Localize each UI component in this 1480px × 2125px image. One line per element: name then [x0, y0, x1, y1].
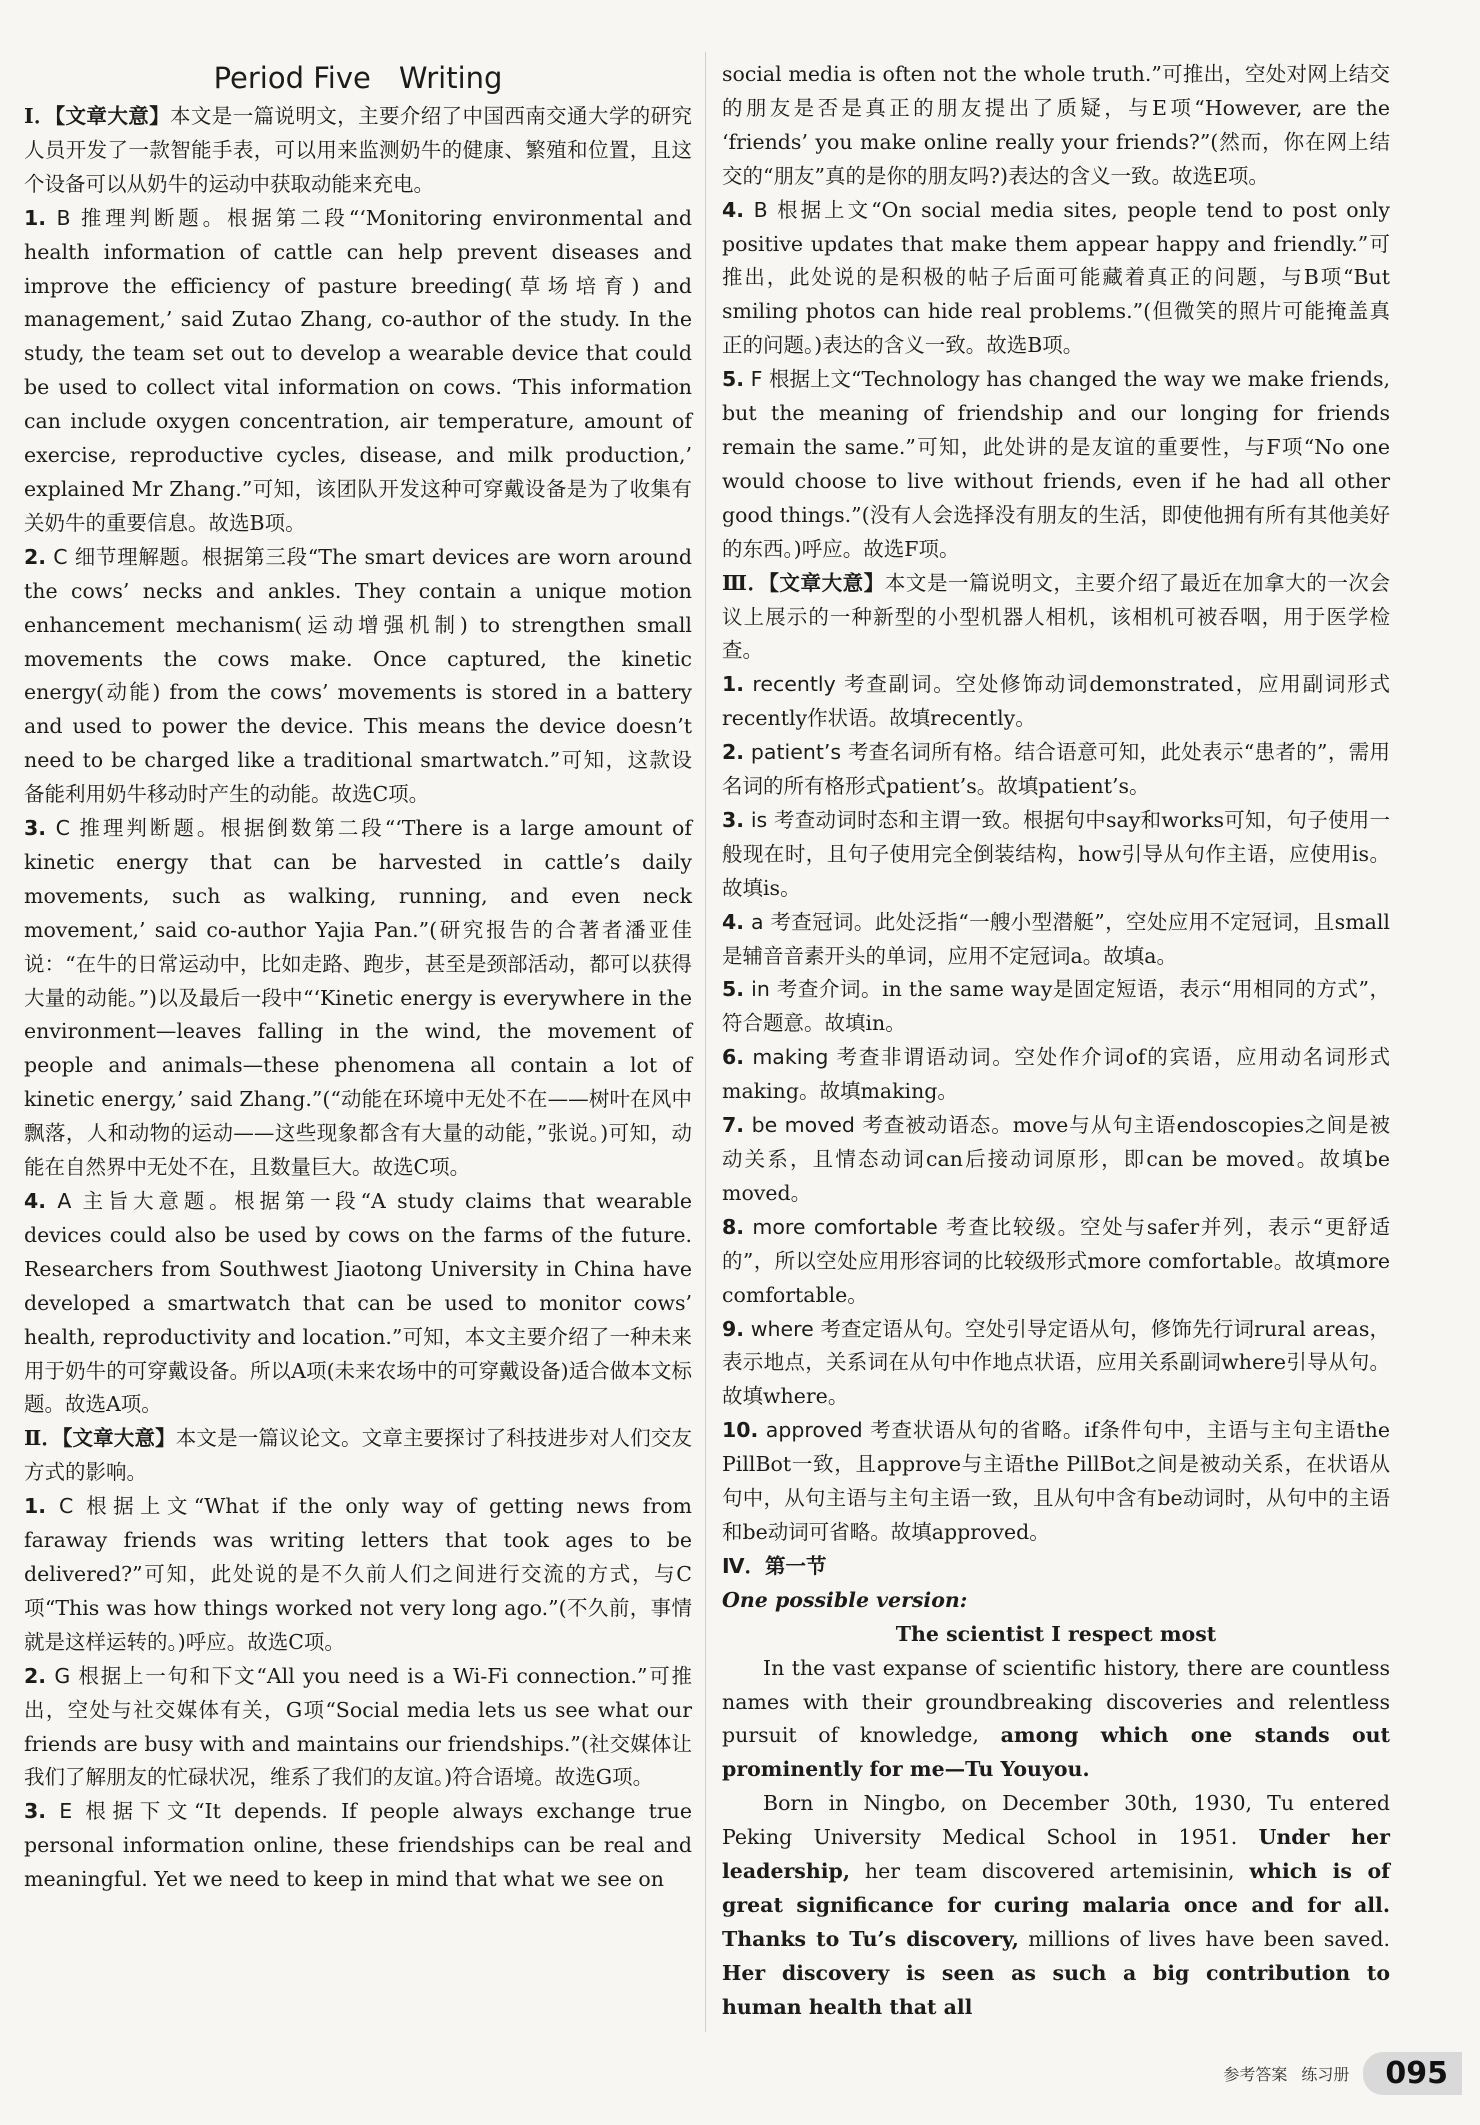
item-number: 4. [722, 197, 745, 222]
column-divider [705, 52, 706, 2032]
answer-item [24, 1185, 692, 1422]
item-answer: patient’s [750, 740, 842, 765]
section-summary-label: Ⅰ．【文章大意】 [24, 104, 171, 128]
section-summary [24, 100, 692, 202]
item-explanation: 考查介词。in the same way是固定短语，表示“用相同的方式”，符合题意。故填in。 [722, 977, 1390, 1036]
item-answer: approved [765, 1418, 863, 1443]
item-number: 1. [722, 672, 745, 697]
essay-paragraph-1: In the vast expanse of scientific history, there are countless names with their groundbreaking discoveries and relentless pursuit of knowledge, among which one stands out prominently for me—Tu Youyou. [722, 1655, 1390, 1782]
answer-item [722, 1109, 1390, 1211]
item-explanation: 考查被动语态。move与从句主语endoscopies之间是被动关系，且情态动词can后接动词原形，即can be moved。故填be moved。 [722, 1113, 1390, 1205]
answer-item [722, 668, 1390, 736]
item-explanation: 推理判断题。根据第二段“‘Monitoring environmental and health information of cattle can help prevent diseases and improve the efficiency of pasture breeding(草场培育) and management,’ said Zutao Zhang, co-author of the study. In the study, the team set out to develop a wearable device that could be used to collect vital information on cows. ‘This information can include oxygen concentration, air temperature, amount of exercise, reproductive cycles, disease, and milk production,’ explained Mr Zhang.”可知，该团队开发这种可穿戴设备是为了收集有关奶牛的重要信息。故选B项。 [24, 205, 692, 535]
answer-item [722, 906, 1390, 974]
model-essay [722, 1618, 1390, 2025]
item-number: 5. [722, 977, 745, 1002]
right-column [722, 58, 1390, 2025]
version-label: One possible version: [722, 1587, 968, 1612]
item-number: 1. [24, 205, 47, 230]
item-explanation: 根据下文“It depends. If people always exchange true personal information online, these friendships can be real and meaningful. Yet we need to keep in mind that what we see on [24, 1799, 692, 1892]
item-answer: making [752, 1045, 829, 1070]
item-explanation: 考查副词。空处修饰动词demonstrated，应用副词形式recently作状语。故填recently。 [722, 672, 1390, 731]
item-number: 10. [722, 1418, 759, 1443]
section-summary-text: 本文是一篇议论文。文章主要探讨了科技进步对人们交友方式的影响。 [24, 1426, 693, 1485]
item-answer: a [750, 909, 764, 934]
item-answer: recently [752, 672, 836, 697]
answer-item [722, 736, 1390, 804]
item-explanation: 考查名词所有格。结合语意可知，此处表示“患者的”，需用名词的所有格形式patient’s。故填patient’s。 [722, 740, 1390, 799]
item-number: 3. [722, 807, 745, 832]
item-explanation: 根据上一句和下文“All you need is a Wi-Fi connection.”可推出，空处与社交媒体有关，G项“Social media lets us see what our friends are busy with and maintains our friendships.”(社交媒体让我们了解朋友的忙碌状况，维系了我们的友谊。)符合语境。故选G项。 [24, 1663, 692, 1790]
item-explanation: 推理判断题。根据倒数第二段“‘There is a large amount of kinetic energy that can be harvested in cattle’s daily movements, such as walking, running, and even neck movement,’ said co-author Yajia Pan.”(研究报告的合著者潘亚佳说：“在牛的日常运动中，比如走路、跑步，甚至是颈部活动，都可以获得大量的动能。”)以及最后一段中“‘Kinetic energy is everywhere in the environment—leaves falling in the wind, the movement of people and animals—these phenomena all contain a lot of kinetic energy,’ said Zhang.”(“动能在环境中无处不在——树叶在风中飘落，人和动物的运动——这些现象都含有大量的动能，”张说。)可知，动能在自然界中无处不在，且数量巨大。故选C项。 [24, 816, 692, 1180]
item-answer: be moved [751, 1113, 855, 1138]
item-explanation: 细节理解题。根据第三段“The smart devices are worn around the cows’ necks and ankles. They contain a unique motion enhancement mechanism(运动增强机制) to strengthen small movements the cows make. Once captured, the kinetic energy(动能) from the cows’ movements is stored in a battery and used to power the device. This means the device doesn’t need to be charged like a traditional smartwatch.”可知，这款设备能利用奶牛移动时产生的动能。故选C项。 [24, 544, 692, 807]
item-answer: in [751, 977, 770, 1002]
item-number: 1. [24, 1494, 47, 1519]
item-number: 2. [722, 740, 745, 765]
answer-item [722, 1041, 1390, 1109]
item-explanation: 考查非谓语动词。空处作介词of的宾语，应用动名词形式making。故填making。 [722, 1045, 1390, 1104]
answer-item [24, 1490, 692, 1660]
item-number: 4. [24, 1189, 47, 1213]
item-number: 3. [24, 816, 47, 841]
section-summary-text: 本文是一篇说明文，主要介绍了中国西南交通大学的研究人员开发了一款智能手表，可以用来监测奶牛的健康、繁殖和位置，且这个设备可以从奶牛的运动中获取动能来充电。 [24, 104, 693, 196]
section-summary [722, 567, 1390, 669]
item-answer: C [55, 816, 70, 841]
essay-paragraph-2: Born in Ningbo, on December 30th, 1930, Tu entered Peking University Medical School in 1951. Under her leadership, her team discovered artemisinin, which is of great significance for curing malaria once and for all. Thanks to Tu’s discovery, millions of lives have been saved. Her discovery is seen as such a big contribution to human health that all [722, 1791, 1390, 2019]
item-answer: B [753, 197, 768, 222]
item-number: 7. [722, 1113, 745, 1138]
footer-label-answers: 参考答案 [1223, 2065, 1288, 2084]
item-explanation: 考查定语从句。空处引导定语从句，修饰先行词rural areas，表示地点，关系词在从句中作地点状语，应用关系副词where引导从句。故填where。 [722, 1316, 1390, 1409]
page-footer [1223, 2052, 1462, 2095]
page-number: 095 [1363, 2052, 1462, 2095]
answer-item [722, 363, 1390, 566]
answer-item [24, 202, 692, 541]
item-answer: C [58, 1494, 74, 1519]
answer-item [24, 1660, 692, 1796]
answer-item [722, 804, 1390, 906]
item-answer: F [750, 367, 763, 392]
item-explanation: 考查冠词。此处泛指“一艘小型潜艇”，空处应用不定冠词，且small是辅音音素开头的单词，应用不定冠词a。故填a。 [722, 909, 1390, 968]
item-number: 2. [24, 1663, 47, 1688]
answer-item [24, 1795, 692, 1897]
item-number: 8. [722, 1214, 745, 1239]
answer-item [722, 973, 1390, 1041]
answer-item [722, 194, 1390, 364]
answer-item [722, 1211, 1390, 1313]
page-title: Period Five Writing [213, 61, 503, 95]
answer-item [722, 1414, 1390, 1550]
item-answer: A [57, 1189, 72, 1213]
footer-label-workbook: 练习册 [1301, 2065, 1350, 2084]
item-answer: G [54, 1663, 71, 1688]
item-explanation: social media is often not the whole truth.”可推出，空处对网上结交的朋友是否是真正的朋友提出了质疑，与E项“However, are the ‘friends’ you make online really your friends?”(然而，你在网上结交的“朋友”真的是你的朋友吗?)表达的含义一致。故选E项。 [722, 62, 1390, 188]
item-explanation: 根据上文“On social media sites, people tend to post only positive updates that make them appear happy and friendly.”可推出，此处说的是积极的帖子后面可能藏着真正的问题，与B项“But smiling photos can hide real problems.”(但微笑的照片可能掩盖真正的问题。)表达的含义一致。故选B项。 [722, 197, 1390, 358]
item-answer: E [59, 1799, 73, 1824]
item-answer: where [750, 1316, 814, 1341]
section-summary-label: Ⅲ．【文章大意】 [722, 570, 885, 595]
answer-item [24, 812, 692, 1185]
section-summary-label: Ⅱ．【文章大意】 [24, 1426, 176, 1451]
section-summary [24, 1422, 692, 1490]
answer-item [722, 1313, 1390, 1415]
item-explanation: 根据上文“Technology has changed the way we make friends, but the meaning of friendship and our longing for friends remain the same.”可知，此处讲的是友谊的重要性，与F项“No one would choose to live without friends, even if he had all other good things.”(没有人会选择没有朋友的生活，即使他拥有所有其他美好的东西。)呼应。故选F项。 [722, 367, 1390, 561]
left-column [24, 58, 692, 1897]
item-answer: is [750, 807, 768, 832]
item-answer: C [53, 544, 68, 569]
item-explanation: 考查状语从句的省略。if条件句中，主语与主句主语the PillBot一致，且approve与主语the PillBot之间是被动关系，在状语从句中，从句主语与主句主语一致，且从句中含有be动词时，从句中的主语和be动词可省略。故填approved。 [722, 1418, 1390, 1544]
item-explanation: 根据上文“What if the only way of getting news from faraway friends was writing letters that took ages to be delivered?”可知，此处说的是不久前人们之间进行交流的方式，与C项“This was how things worked not very long ago.”(不久前，事情就是这样运转的。)呼应。故选C项。 [24, 1494, 692, 1654]
item-explanation: 考查比较级。空处与safer并列，表示“更舒适的”，所以空处应用形容词的比较级形式more comfortable。故填more comfortable。 [722, 1214, 1390, 1307]
answer-item [24, 541, 692, 812]
item-number: 6. [722, 1045, 745, 1070]
item-number: 3. [24, 1799, 47, 1824]
item-explanation: 考查动词时态和主谓一致。根据句中say和works可知，句子使用一般现在时，且句子使用完全倒装结构，how引导从句作主语，应使用is。故填is。 [722, 807, 1390, 900]
item-answer: more comfortable [752, 1214, 938, 1239]
item-answer: B [56, 205, 71, 230]
item-number: 2. [24, 544, 47, 569]
item-explanation: 主旨大意题。根据第一段“A study claims that wearable devices could also be used by cows on the farms of the future. Researchers from Southwest Jiaotong University in China have developed a smartwatch that can be used to monitor cows’ health, reproductivity and location.”可知，本文主要介绍了一种未来用于奶牛的可穿戴设备。所以A项(未来农场中的可穿戴设备)适合做本文标题。故选A项。 [24, 1189, 692, 1417]
item-number: 4. [722, 909, 745, 934]
essay-title: The scientist I respect most [895, 1621, 1217, 1646]
section-summary-text: 本文是一篇说明文，主要介绍了最近在加拿大的一次会议上展示的一种新型的小型机器人相机，该相机可被吞咽，用于医学检查。 [722, 570, 1391, 663]
item-number: 9. [722, 1316, 745, 1341]
continued-text [722, 58, 1390, 194]
section-4-heading: Ⅳ．第一节 [722, 1553, 827, 1578]
item-number: 5. [722, 367, 745, 392]
